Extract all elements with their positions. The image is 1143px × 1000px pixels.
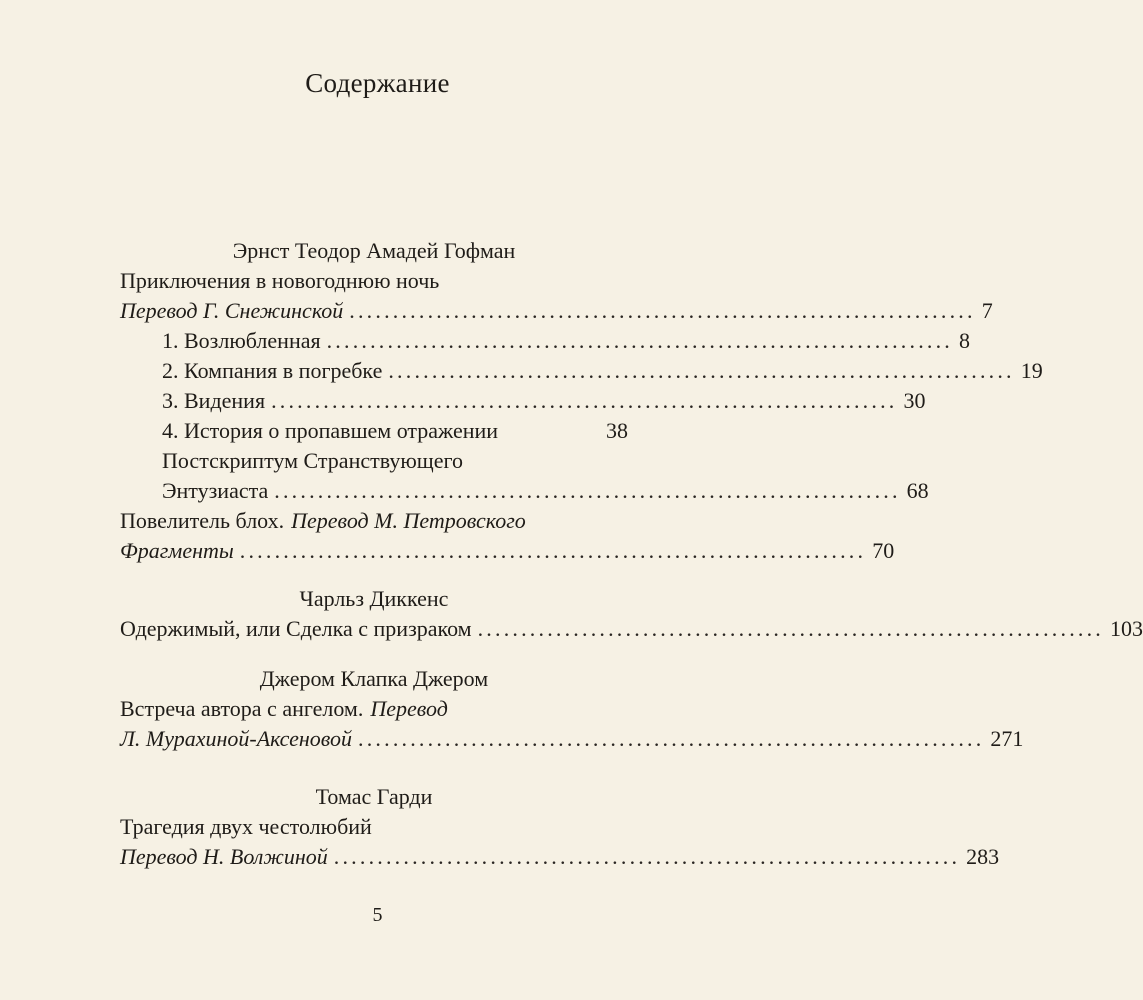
- page-ref: 283: [966, 844, 1000, 869]
- author-hoffmann: Эрнст Теодор Амадей Гофман: [232, 238, 516, 263]
- leader-dots: ........................................................................: [333, 844, 961, 869]
- work-title: Трагедия двух честолюбий: [120, 814, 372, 839]
- toc-entry[interactable]: [120, 536, 895, 566]
- toc-chapter[interactable]: [162, 326, 971, 356]
- work-title: Приключения в новогоднюю ночь: [120, 268, 440, 293]
- page-ref: 38: [606, 418, 628, 443]
- leader-dots: ........................................................................: [358, 726, 985, 751]
- leader-dots: ........................................................................: [326, 328, 954, 353]
- chapter-title: 4. История о пропавшем отражении: [162, 418, 499, 443]
- leader-dots: ........................................................................: [388, 358, 1015, 383]
- work-title: Повелитель блох.: [120, 508, 285, 533]
- toc-chapter[interactable]: [162, 416, 628, 446]
- translator: Л. Мурахиной-Аксеновой: [120, 726, 353, 751]
- page-ref: 271: [990, 726, 1024, 751]
- author-hardy: Томас Гарди: [315, 784, 433, 809]
- translator: Перевод М. Петровского: [291, 508, 526, 533]
- page-ref: 68: [906, 478, 929, 503]
- toc-entry[interactable]: [120, 506, 526, 536]
- translator: Перевод: [370, 696, 448, 721]
- author-jerome: Джером Клапка Джером: [259, 666, 489, 691]
- leader-dots: ........................................................................: [477, 616, 1105, 641]
- translator: Перевод Г. Снежинской: [120, 298, 344, 323]
- chapter-title: 2. Компания в погребке: [162, 358, 383, 383]
- toc-chapter[interactable]: [162, 356, 1043, 386]
- page-ref: 7: [981, 298, 993, 323]
- toc-entry[interactable]: [120, 724, 1024, 754]
- page-ref: 19: [1020, 358, 1043, 383]
- page-ref: 30: [903, 388, 926, 413]
- page-ref: 70: [872, 538, 895, 563]
- toc-entry[interactable]: [120, 266, 439, 296]
- leader-dots: ........................................................................: [271, 388, 898, 413]
- leader-dots: ........................................................................: [239, 538, 867, 563]
- chapter-title: 3. Видения: [162, 388, 266, 413]
- toc-entry[interactable]: [120, 694, 448, 724]
- chapter-title: Энтузиаста: [162, 478, 269, 503]
- toc-chapter[interactable]: [162, 446, 628, 476]
- author-dickens: Чарльз Диккенс: [299, 586, 449, 611]
- page-ref: 103: [1110, 616, 1143, 641]
- work-subtitle: Фрагменты: [120, 538, 234, 563]
- toc-entry[interactable]: [120, 812, 372, 842]
- work-title: Встреча автора с ангелом.: [120, 696, 364, 721]
- page-number: 5: [372, 904, 383, 926]
- chapter-title: 1. Возлюбленная: [162, 328, 321, 353]
- work-title: Одержимый, или Сделка с призраком: [120, 616, 472, 641]
- translator: Перевод Н. Волжиной: [120, 844, 328, 869]
- toc-chapter[interactable]: [162, 386, 926, 416]
- chapter-title: Постскриптум Странствующего: [162, 448, 463, 473]
- leader-dots: ........................................................................: [349, 298, 976, 323]
- leader-dots: ........................................................................: [274, 478, 901, 503]
- toc-entry[interactable]: [120, 842, 1000, 872]
- toc-chapter[interactable]: [162, 476, 929, 506]
- page-title: Содержание: [305, 68, 450, 98]
- page-ref: 8: [959, 328, 971, 353]
- toc-entry[interactable]: [120, 614, 1143, 644]
- leader-dots: [504, 416, 600, 446]
- toc-entry[interactable]: [120, 296, 993, 326]
